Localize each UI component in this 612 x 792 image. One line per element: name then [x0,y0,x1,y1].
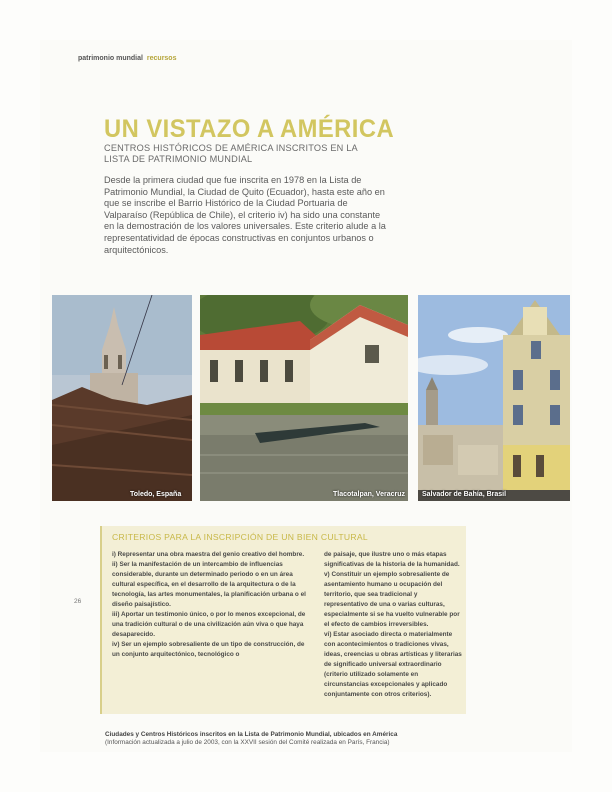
footer-note: (Información actualizada a julio de 2003, con la XXVII sesión del Comité realizada en París, Francia) [105,739,390,746]
criteria-column-right [324,550,462,700]
photo-toledo [52,295,192,501]
criterion-item: de paisaje, que ilustre uno o más etapas significativas de la historia de la humanidad. [324,551,460,568]
criterion-item: vi) Estar asociado directa o materialmente con acontecimientos o tradiciones vivas, ideas, creencias u obras artísticas y literarias de significado universal extraordinario (criterio utilizado solamente en circunstancias excepcionales y aplicado conjuntamente con otros criterios). [324,631,462,698]
footer-title: Ciudades y Centros Históricos inscritos en la Lista de Patrimonio Mundial, ubicados en América [105,731,398,738]
page-number: 26 [74,598,82,605]
photo-caption: Toledo, España [130,491,182,498]
criteria-box [100,526,466,714]
criterion-item: i) Representar una obra maestra del genio creativo del hombre. [112,551,305,558]
section-label [78,55,176,62]
criteria-title: CRITERIOS PARA LA INSCRIPCIÓN DE UN BIEN CULTURAL [112,532,369,542]
criterion-item: iii) Aportar un testimonio único, o por lo menos excepcional, de una tradición cultural o de una civilización aún viva o que haya desaparecido. [112,611,306,638]
tlacotalpan-image [200,295,408,501]
intro-paragraph: Desde la primera ciudad que fue inscrita en 1978 en la Lista de Patrimonio Mundial, la Ciudad de Quito (Ecuador), hasta este año en que se inscribe el Barrio Histórico de la Ciudad Portuaria de Valparaíso (República de Chile), el criterio iv) ha sido una constante en la demostración de los valores universales. Este criterio alude a la representatividad de épocas constructivas en conjuntos urbanos o arquitectónicos. [104,175,386,255]
criterion-item: ii) Ser la manifestación de un intercambio de influencias considerable, durante un determinado periodo o en un área cultural específica, en el desarrollo de la arquitectura o de la tecnología, las artes monumentales, la planificación urbana o el diseño paisajístico. [112,561,306,608]
section-accent: recursos [146,55,177,62]
photo-salvador [418,295,570,501]
page-subtitle: CENTROS HISTÓRICOS DE AMÉRICA INSCRITOS EN LA LISTA DE PATRIMONIO MUNDIAL [104,143,358,164]
photo-caption: Tlacotalpan, Veracruz [333,491,405,498]
footer-caption [105,731,485,747]
photo-tlacotalpan [200,295,408,501]
toledo-image [52,295,192,501]
criteria-column-left [112,550,308,660]
criterion-item: iv) Ser un ejemplo sobresaliente de un tipo de construcción, de un conjunto arquitectónico, tecnológico o [112,641,305,658]
page-title: UN VISTAZO A AMÉRICA [104,115,395,143]
section-name: patrimonio mundial [78,55,143,62]
criterion-item: v) Constituir un ejemplo sobresaliente de asentamiento humano u ocupación del territorio, que sea tradicional y representativo de una o varias culturas, especialmente si se ha vuelto vulnerable por el efecto de cambios irreversibles. [324,571,460,628]
photo-caption: Salvador de Bahía, Brasil [422,491,507,498]
salvador-image [418,295,570,501]
